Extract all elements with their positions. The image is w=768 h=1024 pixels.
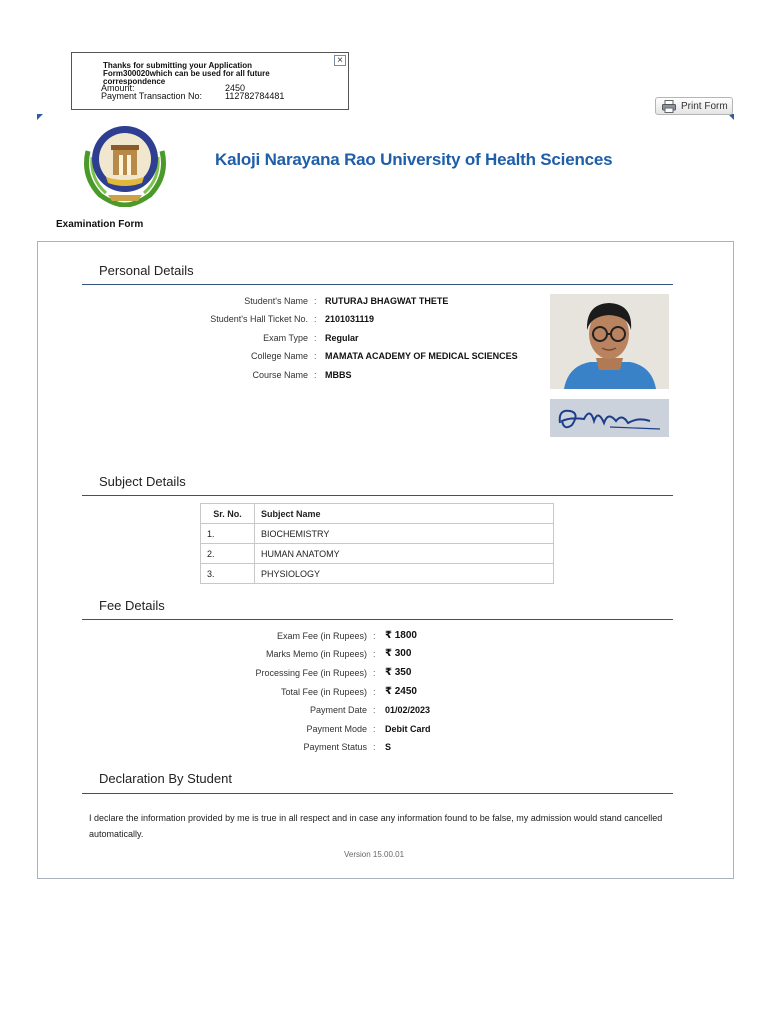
total-fee-value: ₹ 2450 bbox=[385, 686, 417, 697]
subject-details-title: Subject Details bbox=[99, 474, 186, 489]
colon: : bbox=[373, 705, 376, 715]
submission-notice bbox=[71, 52, 349, 110]
declaration-text: I declare the information provided by me is true in all respect and in case any information found to be false, my admission would stand cancelled automatically. bbox=[89, 813, 663, 839]
college-name-label: College Name bbox=[250, 351, 308, 361]
colon: : bbox=[314, 314, 317, 324]
declaration-title: Declaration By Student bbox=[99, 771, 232, 786]
hall-ticket-value: 2101031119 bbox=[325, 314, 375, 324]
processing-fee-value: ₹ 350 bbox=[385, 667, 412, 678]
colon: : bbox=[373, 631, 376, 641]
print-form-label: Print Form bbox=[681, 101, 728, 112]
exam-type-label: Exam Type bbox=[263, 333, 308, 343]
payment-mode-label: Payment Mode bbox=[306, 724, 367, 734]
sr-no-cell: 1. bbox=[201, 524, 255, 544]
fee-details-title: Fee Details bbox=[99, 598, 165, 613]
marks-memo-label: Marks Memo (in Rupees) bbox=[265, 649, 367, 659]
colon: : bbox=[373, 687, 376, 697]
section-divider bbox=[82, 495, 673, 496]
colon: : bbox=[373, 668, 376, 678]
student-photo bbox=[550, 294, 669, 389]
notice-amount-label: Amount: bbox=[101, 83, 135, 93]
sr-no-cell: 2. bbox=[201, 544, 255, 564]
university-title: Kaloji Narayana Rao University of Health Sciences bbox=[215, 150, 613, 169]
college-name-value: MAMATA ACADEMY OF MEDICAL SCIENCES bbox=[325, 351, 518, 361]
notice-txn-row bbox=[101, 91, 285, 101]
subject-name-cell: PHYSIOLOGY bbox=[255, 564, 554, 584]
marks-memo-value: ₹ 300 bbox=[385, 648, 412, 659]
close-icon[interactable]: × bbox=[334, 55, 346, 66]
print-form-button[interactable] bbox=[655, 97, 733, 115]
subject-table bbox=[200, 503, 554, 584]
exam-fee-value: ₹ 1800 bbox=[385, 630, 417, 641]
colon: : bbox=[373, 724, 376, 734]
payment-status-label: Payment Status bbox=[303, 742, 367, 752]
notice-txn-value: 112782784481 bbox=[225, 91, 285, 101]
colon: : bbox=[373, 649, 376, 659]
payment-date-value: 01/02/2023 bbox=[385, 705, 431, 715]
table-row bbox=[201, 564, 554, 584]
student-signature bbox=[550, 399, 669, 437]
colon: : bbox=[314, 351, 317, 361]
student-name-label: Student's Name bbox=[244, 296, 308, 306]
subject-name-cell: HUMAN ANATOMY bbox=[255, 544, 554, 564]
subject-name-cell: BIOCHEMISTRY bbox=[255, 524, 554, 544]
form-title: Examination Form bbox=[56, 219, 144, 230]
version-text: Version 15.00.01 bbox=[344, 850, 405, 859]
payment-date-label: Payment Date bbox=[309, 705, 367, 715]
sr-no-cell: 3. bbox=[201, 564, 255, 584]
table-row bbox=[201, 544, 554, 564]
exam-type-value: Regular bbox=[325, 333, 359, 343]
total-fee-label: Total Fee (in Rupees) bbox=[280, 687, 367, 697]
course-name-label: Course Name bbox=[252, 370, 308, 380]
payment-status-value: S bbox=[385, 742, 392, 752]
course-name-value: MBBS bbox=[325, 370, 352, 380]
section-divider bbox=[82, 284, 673, 285]
colon: : bbox=[314, 370, 317, 380]
exam-fee-label: Exam Fee (in Rupees) bbox=[276, 631, 367, 641]
notice-message: Thanks for submitting your Application Form300020which can be used for all future correspondence bbox=[103, 61, 270, 86]
colon: : bbox=[314, 296, 317, 306]
university-logo bbox=[78, 121, 173, 207]
colon: : bbox=[373, 742, 376, 752]
corner-marker-left bbox=[37, 114, 43, 120]
personal-details-title: Personal Details bbox=[99, 263, 194, 278]
processing-fee-label: Processing Fee (in Rupees) bbox=[255, 668, 367, 678]
section-divider bbox=[82, 619, 673, 620]
colon: : bbox=[314, 333, 317, 343]
section-divider bbox=[82, 793, 673, 794]
subject-name-header: Subject Name bbox=[255, 504, 554, 524]
table-header-row bbox=[201, 504, 554, 524]
student-name-value: RUTURAJ BHAGWAT THETE bbox=[325, 296, 449, 306]
table-row bbox=[201, 524, 554, 544]
payment-mode-value: Debit Card bbox=[385, 724, 431, 734]
printer-icon bbox=[662, 100, 676, 113]
notice-amount-value: 2450 bbox=[225, 83, 246, 93]
notice-txn-label: Payment Transaction No: bbox=[101, 91, 203, 101]
sr-no-header: Sr. No. bbox=[201, 504, 255, 524]
hall-ticket-label: Student's Hall Ticket No. bbox=[210, 314, 308, 324]
